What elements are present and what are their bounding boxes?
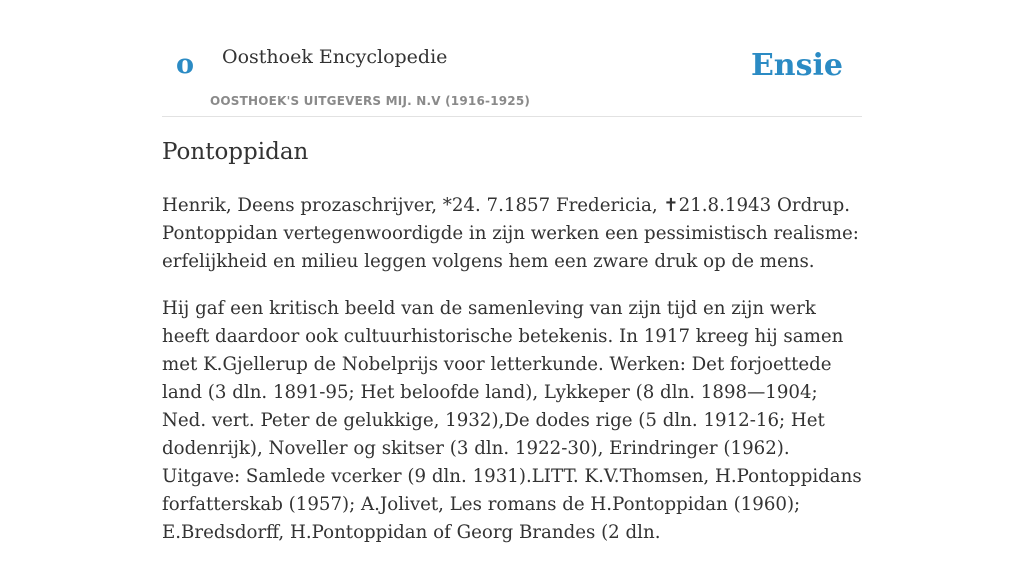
article-title: Pontoppidan — [162, 139, 309, 165]
article-paragraph: Henrik, Deens prozaschrijver, *24. 7.1857 Fredericia, ✝21.8.1943 Ordrup. Pontoppidan vertegenwoordigde in zijn werken een pessimistisch realisme: erfelijkheid en milieu leggen volgens hem een zware druk op de mens. — [162, 195, 859, 272]
site-header — [162, 0, 862, 117]
publisher-line: OOSTHOEK'S UITGEVERS MIJ. N.V (1916-1925) — [210, 94, 531, 108]
article-paragraph: Hij gaf een kritisch beeld van de samenleving van zijn tijd en zijn werk heeft daardoor ook cultuurhistorische betekenis. In 1917 kreeg hij samen met K.Gjellerup de Nobelprijs voor letterkunde. Werken: Det forjoettede land (3 dln. 1891-95; Het beloofde land), Lykkeper (8 dln. 1898—1904; Ned. vert. Peter de gelukkige, 1932),De dodes rige (5 dln. 1912-16; Het dodenrijk), Noveller og skitser (3 dln. 1922-30), Erindringer (1962). Uitgave: Samlede vcerker (9 dln. 1931).LITT. K.V.Thomsen, H.Pontoppidans forfatterskab (1957); A.Jolivet, Les romans de H.Pontoppidan (1960); E.Bredsdorff, H.Pontoppidan of Georg Brandes (2 dln. — [162, 298, 862, 543]
ensie-logo-link[interactable]: Ensie — [750, 48, 843, 83]
article-body — [162, 192, 862, 566]
encyclopedia-logo[interactable]: o — [176, 49, 195, 80]
encyclopedia-title[interactable]: Oosthoek Encyclopedie — [222, 46, 448, 68]
